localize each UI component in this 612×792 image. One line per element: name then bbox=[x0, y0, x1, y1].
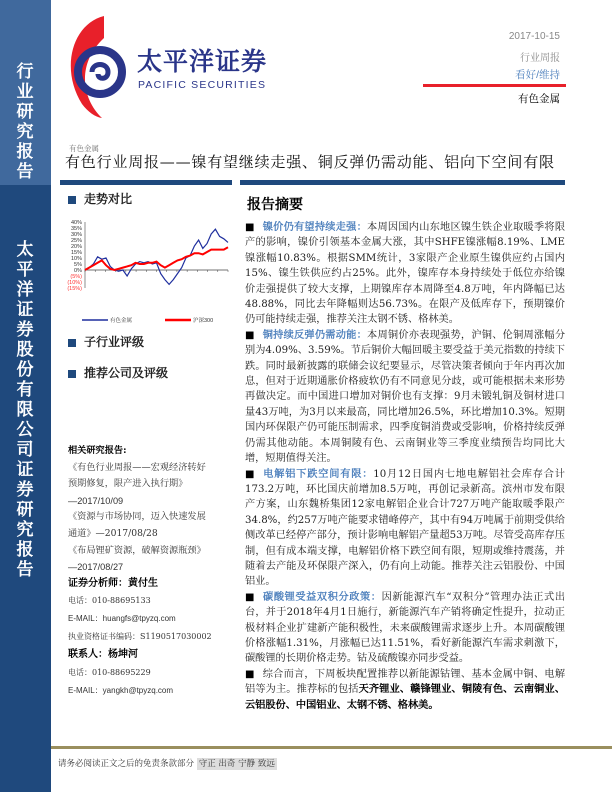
para-nickel: ■ 镍价仍有望持续走强：本周因国内山东地区镍生铁企业取暖季将限产的影响，镍价引领基本金属大涨，其中SHFE镍涨幅8.19%、LME镍涨幅10.83%。根据SMM统计，3家限产企业原生镍供应约占国内15%、镍生铁供应约占25%。此外，镍库存本身持续处于低位亦给镍价走强提供了较大支撑，上期镍库存本周降至4.8万吨，年内降幅已达48.88%，同比去年降幅则达56.73%。在限产及低库存下，预期镍价仍可能持续走强，推荐关注太钢不锈、格林美。 bbox=[245, 221, 566, 326]
page-title: 有色行业周报——镍有望继续走强、铜反弹仍需动能、铝向下空间有限 bbox=[65, 153, 555, 171]
left-divider bbox=[60, 180, 232, 185]
para-aluminum: ■ 电解铝下跌空间有限：10月12日国内七地电解铝社会库存合计173.2万吨，环比国庆前增加8.5万吨，再创记录新高。滨州市发布限产方案，山东魏桥集团12家电解铝企业合计727万吨产能取暖季限产34.8%，约257万吨产能要求错峰停产，其中有94万吨属于前期受供给侧改革已经停产部分，预计影响电解铝产量超53万吨。尽管受高库存压制，但有成本端支撑，电解铝价格下跌空间有限，短期或维持震荡，并随着去产能及环保限产深入，仍有向上动能。推荐关注云铝股份、中国铝业。 bbox=[245, 467, 565, 588]
analyst-phone: 电话：010-88695133 bbox=[68, 596, 151, 606]
para-conclusion: ■ 综合而言，下周板块配置推荐以新能源钴锂、基本金属中铜、电解铝等为主。推荐标的包括天齐锂业、赣锋锂业、铜陵有色、云南铜业、云铝股份、中国铝业、太钢不锈、格林美。 bbox=[245, 668, 566, 711]
related-report-date: —2017/10/09 bbox=[68, 495, 124, 506]
trend-chart bbox=[60, 215, 232, 330]
recommend-heading: 推荐公司及评级 bbox=[68, 364, 168, 381]
sidebar-report-type: 行业研究报告 bbox=[16, 62, 34, 182]
y-tick-label: 0% bbox=[74, 268, 82, 274]
company-motto: 守正 出奇 宁静 致远 bbox=[198, 759, 275, 769]
bullet-square-icon: ■ bbox=[245, 591, 256, 603]
summary-heading: 报告摘要 bbox=[247, 197, 303, 213]
y-tick-label: 5% bbox=[74, 262, 82, 268]
y-tick-label: 35% bbox=[70, 226, 82, 232]
bullet-square-icon: ■ bbox=[245, 668, 255, 680]
y-tick-label: 10% bbox=[70, 256, 82, 262]
related-report-date: —2017/08/27 bbox=[68, 562, 124, 573]
bullet-square-icon: ■ bbox=[245, 468, 256, 480]
sidebar-company: 太平洋证券股份有限公司证券研究报告 bbox=[16, 240, 34, 580]
y-tick-label: 30% bbox=[70, 232, 82, 238]
analyst-email[interactable]: E-MAIL：huangfs@tpyzq.com bbox=[68, 614, 176, 624]
analyst-cert: 执业资格证书编码：S1190517030002 bbox=[68, 632, 212, 642]
report-date: 2017-10-15 bbox=[508, 31, 560, 42]
y-tick-label: 25% bbox=[70, 238, 82, 244]
footer bbox=[58, 757, 277, 769]
disclaimer-text: 请务必阅读正文之后的免责条款部分 bbox=[58, 759, 195, 769]
company-logo bbox=[62, 14, 132, 122]
analyst-name: 证券分析师：黄付生 bbox=[68, 577, 158, 589]
related-heading: 相关研究报告: bbox=[68, 445, 127, 456]
contact-phone: 电话：010-88695229 bbox=[68, 668, 151, 678]
sector: 有色金属 bbox=[518, 93, 560, 105]
para-copper: ■ 铜持续反弹仍需动能：本周铜价亦表现强势，沪铜、伦铜周涨幅分别为4.09%、3.59%。节后铜价大幅回暖主要受益于美元指数的持续下跌。同时最新披露的联储会议纪要显示，尽管决策者倾向于年内再次加息，但对于近期通胀价格疲软仍有不同意见分歧，或可能根据未来形势再做决定。而中国进口增加对铜价也有支撑：9月未锻轧铜及铜材进口量43万吨，为3月以来最高，同比增加26.5%，环比增加10.3%。短期国内环保限产仍可能压制需求，四季度铜消费或受影响，价格持续反弹仍需其他动能。本周铜陵有色、云南铜业等三季度业绩预告均同比大增，短期值得关注。 bbox=[245, 328, 566, 465]
brand-name-en: PACIFIC SECURITIES bbox=[138, 79, 267, 91]
para-lithium: ■ 碳酸锂受益双积分政策：因新能源汽车“双积分”管理办法正式出台，并于2018年4月1日施行，新能源汽车产销将确定性提升，拉动正极材料企业扩建新产能积极性，未来碳酸锂需求逐步上升。本周碳酸锂价格涨幅1.31%，月涨幅已达11.51%，看好新能源汽车需求刺激下，碳酸锂的长期价格走势。钴及硫酸镍亦同步受益。 bbox=[245, 590, 566, 665]
related-reports bbox=[68, 443, 238, 700]
y-tick-label: (15%) bbox=[67, 286, 82, 292]
y-tick-label: 15% bbox=[70, 250, 82, 256]
trend-heading bbox=[68, 190, 132, 207]
summary-body bbox=[245, 220, 565, 713]
related-report-link[interactable]: 《有色行业周报——宏观经济转好 bbox=[68, 461, 206, 473]
series-line-0 bbox=[85, 229, 228, 284]
y-tick-label: 40% bbox=[70, 220, 82, 226]
bullet-square-icon bbox=[68, 196, 76, 204]
contact-name: 联系人：杨坤河 bbox=[68, 649, 138, 661]
trend-heading-text: 走势对比 bbox=[84, 192, 133, 206]
bullet-square-icon bbox=[68, 339, 76, 347]
footer-rule bbox=[51, 746, 612, 749]
related-report-link[interactable]: 《布局锂矿资源，破解资源瓶颈》 bbox=[68, 544, 206, 556]
y-tick-label: (10%) bbox=[67, 280, 82, 286]
legend-label: 沪深300 bbox=[193, 318, 214, 324]
brand-name-cn: 太平洋证券 bbox=[137, 48, 268, 76]
rating: 看好/维持 bbox=[515, 69, 560, 81]
y-tick-label: (5%) bbox=[70, 274, 82, 280]
related-report-link[interactable]: 通道》—2017/08/28 bbox=[68, 527, 158, 539]
related-report-link[interactable]: 《资源与市场协同，迈入快速发展 bbox=[68, 511, 206, 523]
legend-label: 有色金属 bbox=[110, 318, 133, 324]
bullet-square-icon bbox=[68, 370, 76, 378]
related-report-link[interactable]: 预期修复，限产进入执行期》 bbox=[68, 478, 188, 490]
contact-email[interactable]: E-MAIL：yangkh@tpyzq.com bbox=[68, 686, 174, 696]
right-divider bbox=[240, 180, 565, 185]
rating-underline bbox=[423, 84, 566, 87]
bullet-square-icon: ■ bbox=[245, 329, 255, 341]
bullet-square-icon: ■ bbox=[245, 222, 255, 233]
y-tick-label: 20% bbox=[70, 244, 82, 250]
category-label: 有色金属 bbox=[69, 144, 99, 153]
report-type: 行业周报 bbox=[520, 53, 560, 64]
sub-rating-heading: 子行业评级 bbox=[68, 333, 144, 350]
